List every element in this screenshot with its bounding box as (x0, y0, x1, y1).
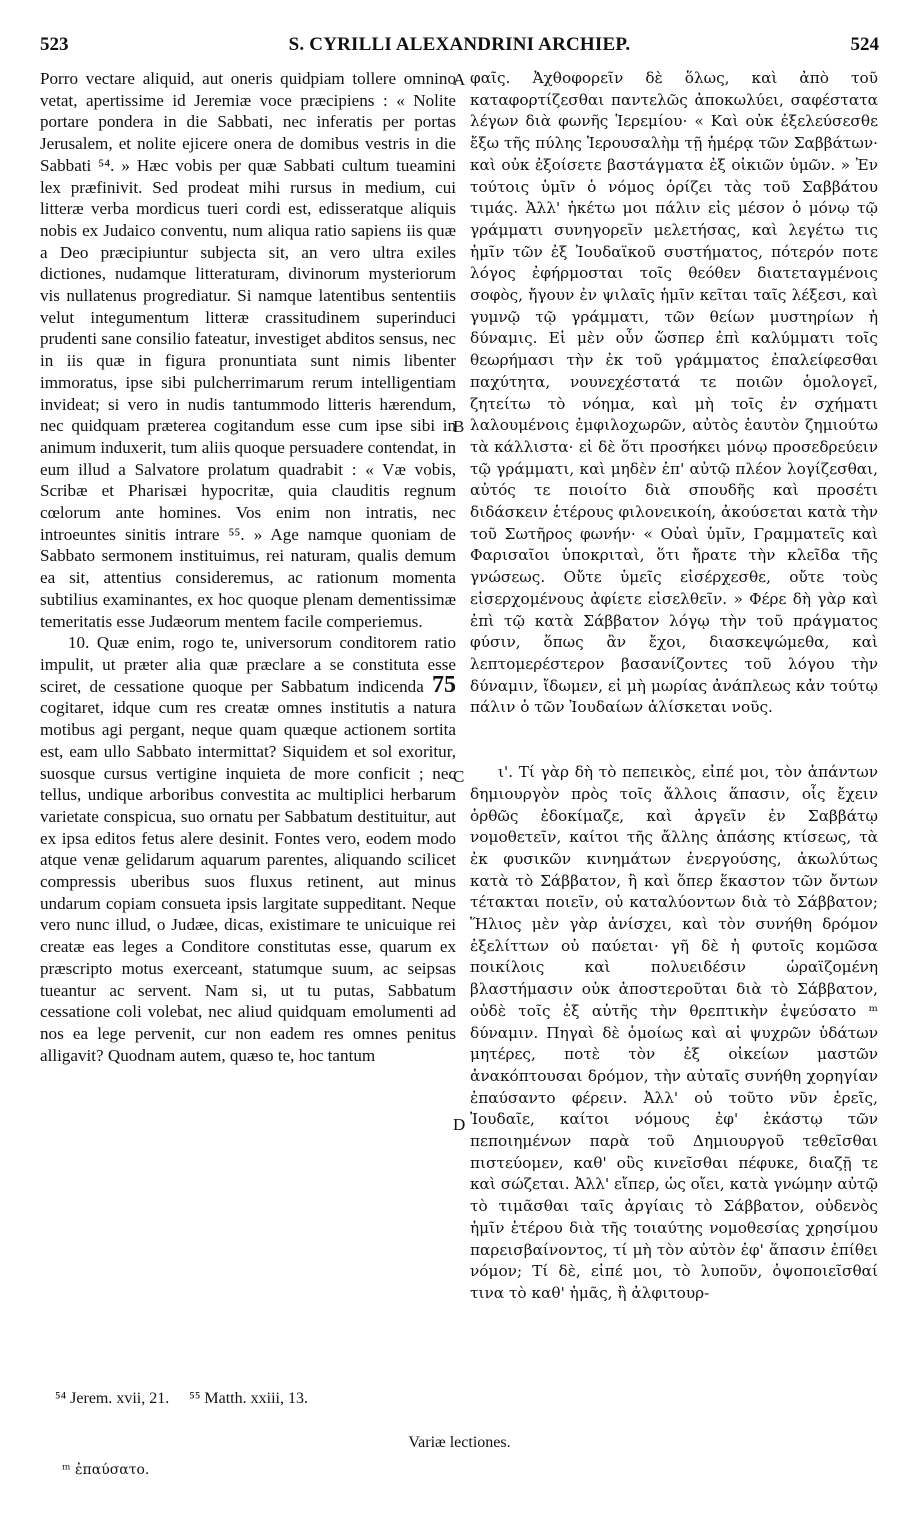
latin-paragraph-2 (40, 632, 456, 1066)
variant-reading-m: ᵐ ἐπαύσατο. (62, 1462, 150, 1478)
margin-letter-b: B (453, 417, 465, 436)
latin-paragraph-1: Porro vectare aliquid, aut oneris quidpiam tollere omnino vetat, apertissime id Jeremiæ voce præcipiens : « Nolite portare pondera in die Sabbati, nec inferatis per portas Jerusalem, et nolite ejicere onera de domibus vestris in die Sabbati ⁵⁴. » Hæc vobis per quæ Sabbati cultum tueamini lex præfinivit. Sed prodeat mihi rursus in medium, cui litteræ verba mordicus tueri cordi est, edisseratque aliquis nobis ex Judaico conventu, num aliqua ratio sapiens iis quæ a Deo præcipiuntur subjecta sit, an vero ultra exiles dictiones, nudamque litteraturam, divinorum mysteriorum vis nullatenus progrediatur. Si namque latentibus sententiis velut integumentum litteræ crassitudinem superinduci prudenti sane consilio fateatur, investiget abditos sensus, nec in iis quæ in figura pronuntiata sunt nimis libenter immoratus, ipse sibi pulcherrimarum rerum intelligentiam invideat; si vero in nudis tantummodo litteris hærendum, nec quidquam prætereа cogitandum esse cum ipse sibi in animum induxerit, tum aliis quoque persuadere contendat, in eum illud a Salvatore prolatum quadrabit : « Væ vobis, Scribæ et Pharisæi hypocritæ, quia clauditis regnum cœlorum ante homines. Vos enim non intratis, nec introeuntes sinitis intrare ⁵⁵. » Age namque quoniam de Sabbato sermonem instituimus, rei naturam, qualis demum ea sit, attentius consideremus, ac rationum momenta subtilius examinantes, ex hoc quoque plenam dementissimæ temeritatis esse Judæorum mentem facile comperiemus. (40, 69, 456, 631)
page-number-left: 523 (40, 34, 69, 55)
greek-paragraph-1: φαῖς. Ἀχθοφορεῖν δὲ ὅλως, καὶ ἀπὸ τοῦ καταφορτίζεσθαι παντελῶς ἀποκωλύει, σαφέστατα λέγων διὰ φωνῆς Ἱερεμίου· « Καὶ οὐκ ἐξελεύσεσθε ἔξω τῆς πύλης Ἱερουσαλὴμ τῇ ἡμέρᾳ τῶν Σαββάτων· καὶ οὐκ ἐξοίσετε βαστάγματα ἐξ οἰκιῶν ὑμῶν. » Ἐν τούτοις ὑμῖν ὁ νόμος ὁρίζει τὰς τοῦ Σαββάτου τιμάς. Ἀλλ' ἡκέτω μοι πάλιν εἰς μέσον ὁ μόνῳ τῷ γράμματι συνηγορεῖν μελετήσας, καὶ λεγέτω τις ἡμῖν τῶν ἐξ Ἰουδαϊκοῦ συστήματος, πότερόν ποτε λόγος ἐφήρμοσται τοῖς θεόθεν διατεταγμένοις σοφὸς, ἤγουν ἐν ψιλαῖς ἡμῖν κεῖται ταῖς λέξεσι, καὶ γυμνῷ τῷ γράμματι, τῶν θείων μυστηρίων ἡ δύναμις. Εἰ μὲν οὖν ὥσπερ ἐπὶ καλύμματι τοῖς θεωρήμασι τὴν ἐκ τοῦ γράμματος ἐπαλείφεσθαι παχύτητα, νουνεχέστατά τε ποιῶν ὁμολογεῖ, ζητείτω τὸ νόημα, καὶ μὴ τοῖς ἐν σχήματι λαλουμένοις ἐμφιλοχωρῶν, αὐτὸς ἑαυτὸν ζημιούτω τὰ κάλλιστα· εἰ δὲ ὅτι προσήκει μόνῳ προσεδρεύειν τῷ γράμματι, καὶ μηδὲν ἐπ' αὐτῷ πλέον λογίζεσθαι, αὐτός τε ποιοίτο διὰ σπουδῆς καὶ προσέτι διδάσκειν ἑτέρους φιλονεικοίη, ἀκούσεται κατὰ τὴν τοῦ Σωτῆρος φωνήν· « Οὐαὶ ὑμῖν, Γραμματεῖς καὶ Φαρισαῖοι ὑποκριταὶ, ὅτι ἤρατε τὴν κλεῖδα τῆς γνώσεως. Οὔτε ὑμεῖς εἰσέρχεσθε, οὔτε τοὺς εἰσερχομένους ἀφίετε εἰσελθεῖν. » Φέρε δὴ γὰρ καὶ ἐπὶ τῷ κατὰ Σάββατον λόγῳ τὴν τοῦ πράγματος φύσιν, ὅπως ἂν ἔχοι, διασκεψώμεθα, καὶ λεπτομερέστερον βασανίζοντες τοῦ λόγου τὴν δύναμιν, ἴδωμεν, εἰ μὴ μωρίας ἀνάπλεως κἀν τούτῳ πάλιν ὁ τῶν Ἰουδαίων ἁλίσκεται νοῦς. (470, 69, 878, 717)
latin-paragraph-2-start: 10. Quæ enim, rogo te, universorum conditorem ratio impulit, ut præter alia quæ præclare a se constituta esse sciret, de cessatione quoque per Sabbatum indicenda (40, 633, 456, 696)
latin-paragraph-2-rest: cogitaret, idque cum res creatæ omnes institutis a natura motibus agi pergant, neque quam quæque actionem sortita est, eam ullo Sabbato intermittat? Siquidem et sol exoritur, suosque cursus vertigine inquieta de more conficit ; nec tellus, undique arboribus convestita ac multiplici herbarum varietate conspicua, suo ornatu per Sabbatum destituitur, aut ex ipsa editos fetus alere desinit. Fontes vero, eodem modo atque venæ gelidarum aquarum parentes, aliquando scilicet compressis uberibus suos fluxus retinent, aut minus undarum copiam consueta ipsis largitate suppeditant. Neque vero nunc illud, o Judæe, dicas, existimare te unicuique rei creatæ eas leges a Conditore constitutas esse, quarum ex præscripto motus exerceant, statumque suum, ac seipsas tueantur ac servent. Nam si, ut tu putas, Sabbatum cessatione coli volebat, nec aliud quidquam emolumenti ad nos ea lege pervenit, cur non eadem res omnes penitus alligavit? Quodnam autem, quæso te, hoc tantum (40, 698, 456, 1065)
column-marker: 75 (432, 671, 456, 698)
variae-lectiones-heading: Variæ lectiones. (408, 1434, 511, 1451)
margin-letter-d: D (453, 1115, 466, 1134)
footnote-55: ⁵⁵ Matth. xxiii, 13. (189, 1390, 308, 1407)
greek-section-gap (470, 719, 878, 762)
greek-paragraph-2: ι'. Τί γὰρ δὴ τὸ πεπεικὸς, εἰπέ μοι, τὸν ἁπάντων δημιουργὸν πρὸς τοῖς ἄλλοις ἅπασιν, οἷς ἔχειν ὀρθῶς ἐδοκίμαζε, καὶ ἀργεῖν ἐν Σαββάτῳ νομοθετεῖν, καίτοι τῆς ἄλλης ἁπάσης κτίσεως, τὰ ἐκ φυσικῶν κινημάτων ἐνεργούσης, ἀκωλύτως κατὰ τὸ Σάββατον, ἢ καὶ ὅπερ ἕκαστον τῶν ὄντων τέτακται ποιεῖν, οὐ καταλύοντων διὰ τὸ Σάββατον; Ἥλιος μὲν γὰρ ἀνίσχει, καὶ τὸν συνήθη δρόμον ἐξελίττων οὐ παύεται· γῆ δὲ ἡ φυτοῖς κομῶσα ποικίλοις καὶ πολυειδέσιν ὡραϊζομένη βλαστήμασιν οὐκ ἀποστεροῦται διὰ τὸ Σάββατον, οὐδὲ τοῖς ἐξ αὐτῆς τὴν θρεπτικὴν ἐψεύσατο ᵐ δύναμιν. Πηγαὶ δὲ ὁμοίως καὶ αἱ ψυχρῶν ὑδάτων μητέρες, ποτὲ τὸν ἐξ οἰκείων μαστῶν ἀνακόπτουσαι δρόμον, τὴν αὐταῖς συνήθη χορηγίαν ἐπαύσαντο φέρειν. Ἀλλ' οὐ τοῦτο νῦν ἐρεῖς, Ἰουδαῖε, καίτοι νόμους ἐφ' ἑκάστῳ τῶν πεποιημένων παρὰ τοῦ Δημιουργοῦ τεθεῖσθαι πιστεύομεν, καθ' οὓς κινεῖσθαι πέφυκε, διαζῇ τε καὶ σώζεται. Ἀλλ' εἴπερ, ὡς οἴει, κατὰ γνώμην αὐτῷ τὸ τιμᾶσθαι ταῖς ἀργίαις τὸ Σάββατον, οὐδενὸς ἡμῖν ἑτέρου διὰ τῆς τοιαύτης νομοθεσίας χρησίμου παρεισβαίνοντος, τί μὴ τὸν αὐτὸν ἐφ' ἅπασιν ἐπίθει νόμον; Τί δὲ, εἰπέ μοι, τὸ λυποῦν, ὀψοποιεῖσθαί τινα τὸ καθ' ἡμᾶς, ἢ ἀλφιτουρ- (470, 763, 878, 1302)
latin-column (40, 68, 456, 1066)
running-head: S. CYRILLI ALEXANDRINI ARCHIEP. (288, 34, 631, 55)
page-number-right: 524 (850, 34, 879, 55)
footnote-54: ⁵⁴ Jerem. xvii, 21. (55, 1390, 170, 1407)
margin-letter-a: A (453, 70, 466, 89)
margin-letter-c: C (453, 767, 465, 786)
greek-column (470, 68, 878, 1305)
footnotes (55, 1390, 324, 1408)
